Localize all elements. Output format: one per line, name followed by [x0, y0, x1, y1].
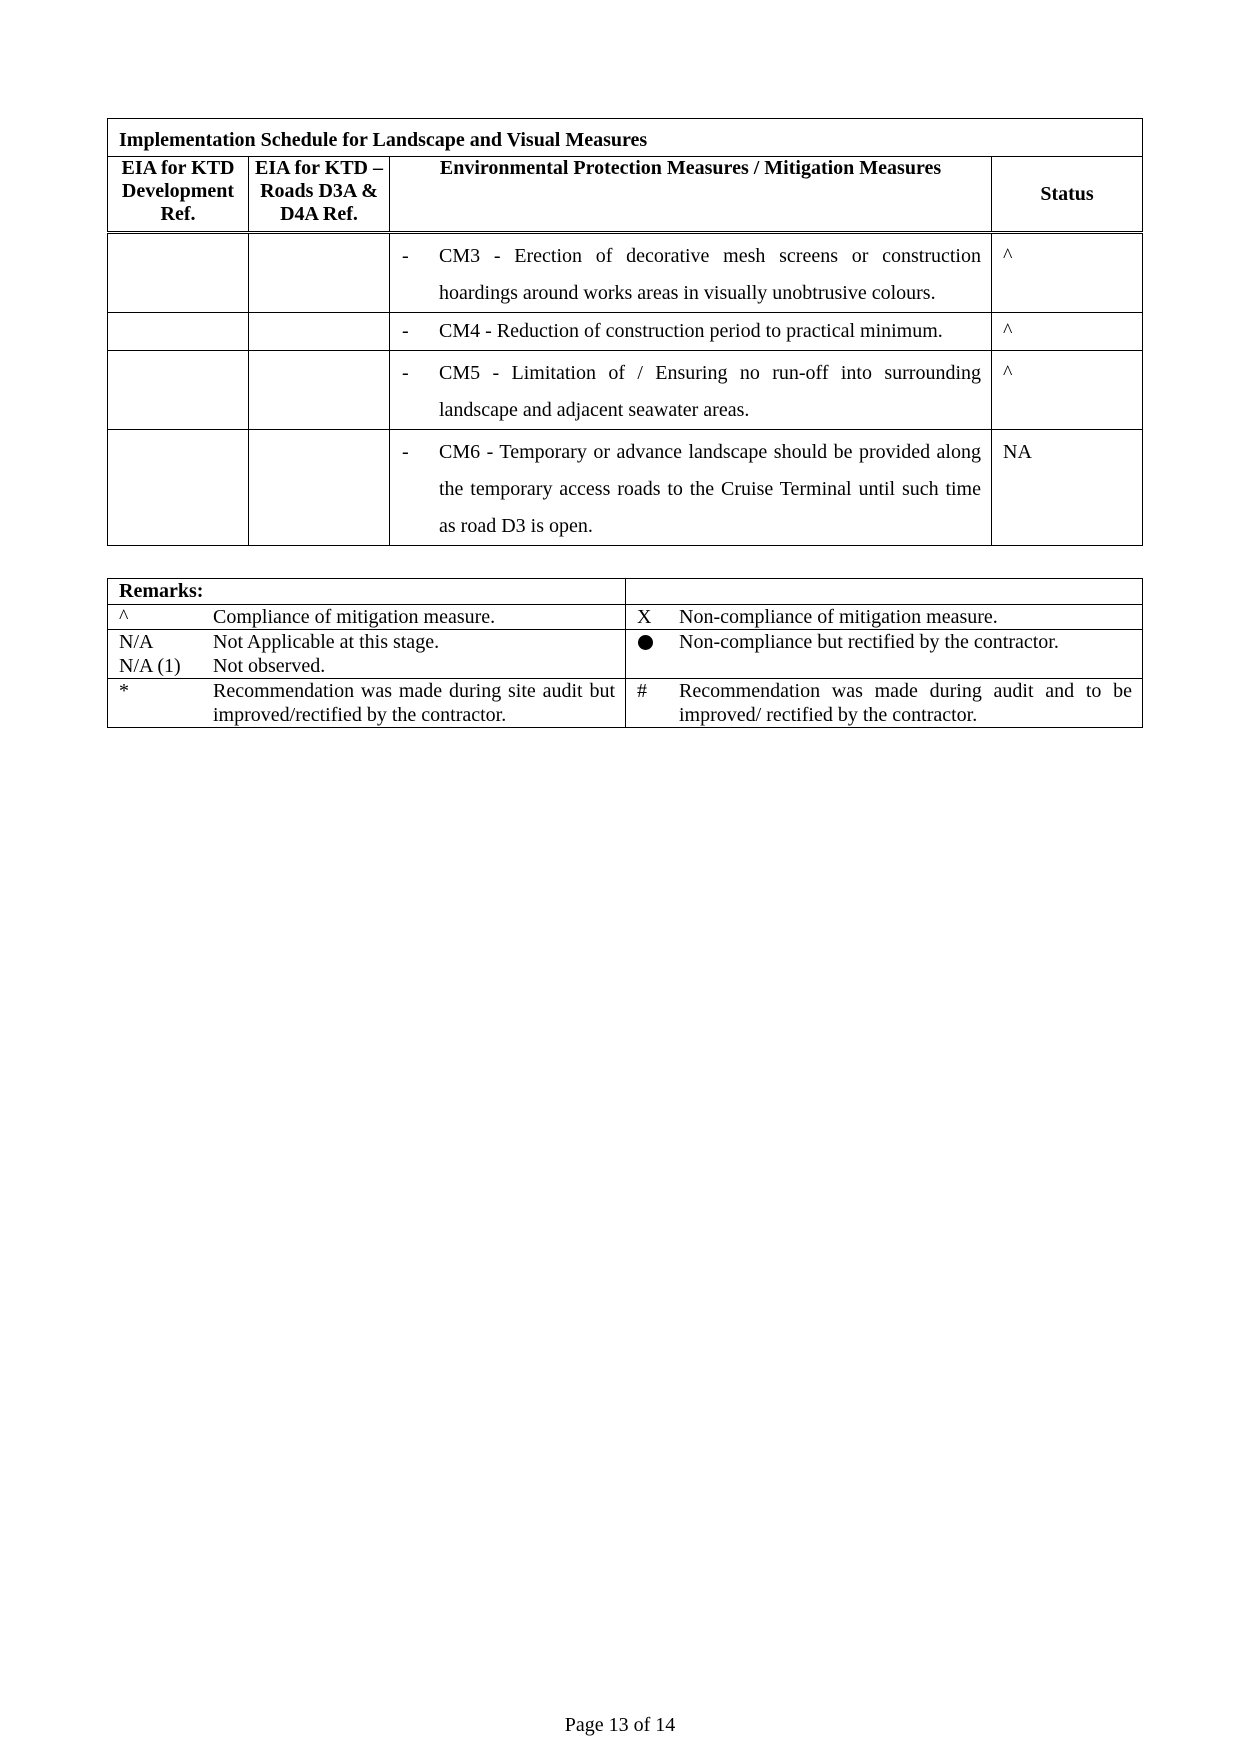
ktd-development-ref-cell — [108, 430, 249, 546]
ktd-roads-ref-cell — [249, 233, 390, 313]
header-ktd-development-ref: EIA for KTD Development Ref. — [108, 157, 249, 233]
bullet-icon — [638, 635, 653, 650]
legend-item — [108, 630, 625, 654]
legend-item — [626, 605, 1142, 629]
remarks-title: Remarks: — [108, 579, 626, 605]
ktd-development-ref-cell — [108, 351, 249, 430]
ktd-roads-ref-cell — [249, 351, 390, 430]
table-row — [108, 430, 1143, 546]
legend-item — [108, 605, 625, 629]
legend-text: Not Applicable at this stage. — [213, 631, 440, 653]
legend-item — [626, 679, 1142, 727]
status-cell — [992, 430, 1143, 546]
legend-symbol: ^ — [119, 606, 129, 628]
ktd-development-ref-cell — [108, 233, 249, 313]
list-dash: - — [402, 441, 409, 463]
status-value: ^ — [1003, 362, 1013, 384]
legend-item — [108, 654, 625, 678]
remarks-legend-left-1 — [108, 605, 626, 630]
status-cell — [992, 351, 1143, 430]
remarks-legend-right-3 — [626, 679, 1143, 728]
legend-item — [108, 679, 625, 727]
measure-cell — [390, 313, 992, 351]
legend-text: Recommendation was made during audit and to be improved/ rectified by the contractor. — [679, 680, 1132, 726]
remarks-legend-left-2 — [108, 630, 626, 679]
legend-text: Compliance of mitigation measure. — [213, 606, 496, 628]
measure-text: CM4 - Reduction of construction period to practical minimum. — [439, 320, 943, 342]
implementation-schedule-table — [107, 118, 1143, 546]
legend-text: Non-compliance of mitigation measure. — [679, 606, 998, 628]
remarks-legend-right-2 — [626, 630, 1143, 679]
list-dash: - — [402, 245, 409, 267]
ktd-roads-ref-cell — [249, 313, 390, 351]
legend-symbol: N/A (1) — [119, 655, 181, 677]
legend-symbol: * — [119, 680, 129, 702]
status-cell — [992, 313, 1143, 351]
measure-cell — [390, 430, 992, 546]
remarks-table — [107, 578, 1143, 728]
table-row — [108, 233, 1143, 313]
ktd-development-ref-cell — [108, 313, 249, 351]
legend-symbol: X — [637, 606, 652, 628]
status-value: ^ — [1003, 245, 1013, 267]
measure-text: CM6 - Temporary or advance landscape should be provided along the temporary access roads to the Cruise Terminal until such time as road D3 is open. — [439, 441, 981, 537]
measure-text: CM5 - Limitation of / Ensuring no run-off into surrounding landscape and adjacent seawater areas. — [439, 362, 981, 421]
header-status: Status — [992, 157, 1143, 233]
measure-cell — [390, 233, 992, 313]
legend-symbol: # — [637, 680, 647, 702]
remarks-title-blank — [626, 579, 1143, 605]
list-dash: - — [402, 320, 409, 342]
table-row — [108, 313, 1143, 351]
legend-text: Non-compliance but rectified by the contractor. — [679, 631, 1059, 653]
page-number: Page 13 of 14 — [564, 1714, 676, 1736]
ktd-roads-ref-cell — [249, 430, 390, 546]
legend-text: Not observed. — [213, 655, 326, 677]
legend-symbol: N/A — [119, 631, 154, 653]
legend-symbol — [637, 630, 679, 654]
schedule-title: Implementation Schedule for Landscape and Visual Measures — [108, 119, 1143, 157]
header-ktd-roads-ref: EIA for KTD – Roads D3A & D4A Ref. — [249, 157, 390, 233]
list-dash: - — [402, 362, 409, 384]
status-cell — [992, 233, 1143, 313]
measure-cell — [390, 351, 992, 430]
status-value: NA — [1003, 441, 1032, 463]
status-value: ^ — [1003, 320, 1013, 342]
remarks-legend-left-3 — [108, 679, 626, 728]
legend-text: Recommendation was made during site audit but improved/rectified by the contractor. — [213, 680, 615, 726]
legend-item — [626, 630, 1142, 654]
remarks-legend-right-1 — [626, 605, 1143, 630]
measure-text: CM3 - Erection of decorative mesh screens or construction hoardings around works areas in visually unobtrusive colours. — [439, 245, 981, 304]
header-mitigation-measures: Environmental Protection Measures / Mitigation Measures — [390, 157, 992, 233]
table-row — [108, 351, 1143, 430]
